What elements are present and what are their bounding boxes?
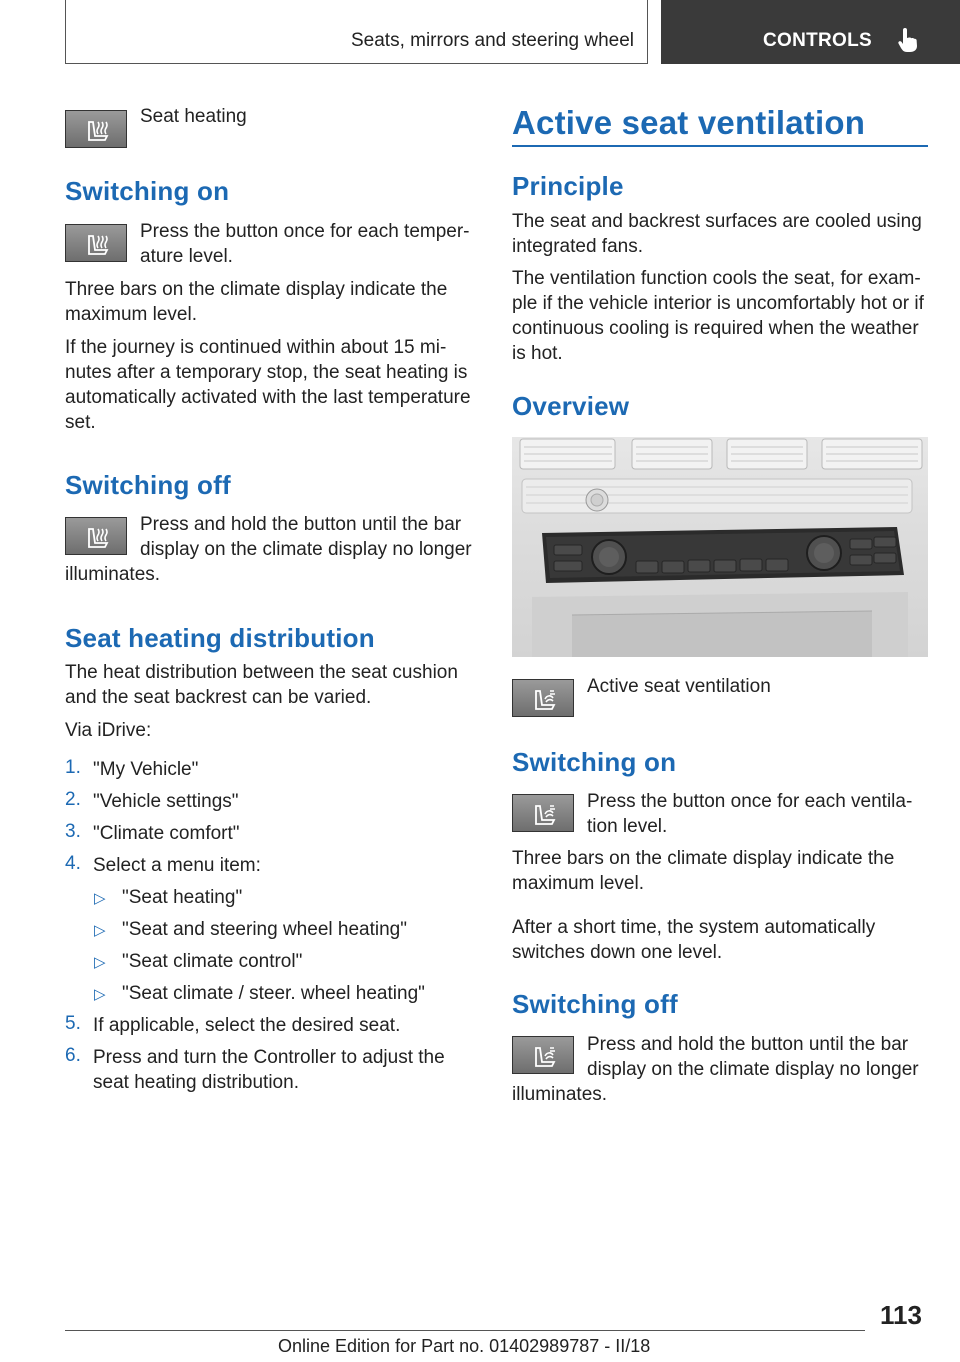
- seat-heating-caption: Seat heating: [140, 106, 247, 127]
- paragraph-line: ple if the vehicle interior is uncomfortably hot or if: [512, 293, 924, 314]
- paragraph-line: If the journey is continued within about 15 mi‐: [65, 337, 447, 358]
- page-number: 113: [880, 1300, 922, 1330]
- paragraph-line: Three bars on the climate display indicate the: [65, 279, 448, 300]
- switching-off-text-line: display on the climate display no longer: [140, 539, 472, 560]
- step-number: 6.: [65, 1045, 81, 1066]
- switching-on-heading: Switching on: [65, 176, 230, 206]
- switching-on-heading: Switching on: [512, 747, 677, 777]
- paragraph-line: continuous cooling is required when the weather: [512, 318, 919, 339]
- menu-subitem: "Seat heating": [122, 887, 243, 908]
- header-section-box: [65, 0, 648, 64]
- paragraph-line: maximum level.: [65, 304, 197, 325]
- step-number: 5.: [65, 1013, 81, 1034]
- paragraph-line: switches down one level.: [512, 942, 723, 963]
- switching-off-text-line: Press and hold the button until the bar: [587, 1034, 909, 1055]
- step-text: seat heating distribution.: [93, 1072, 299, 1093]
- paragraph-line: After a short time, the system automatically: [512, 917, 876, 938]
- paragraph-line: The heat distribution between the seat cushion: [65, 662, 458, 683]
- paragraph-line: maximum level.: [512, 873, 644, 894]
- switching-off-text-line: illuminates.: [512, 1084, 608, 1105]
- ventilation-caption: Active seat ventilation: [587, 676, 771, 697]
- paragraph-line: The ventilation function cools the seat, for exam‐: [512, 268, 921, 289]
- principle-heading: Principle: [512, 171, 624, 201]
- paragraph-line: is hot.: [512, 343, 563, 364]
- switching-off-text-line: display on the climate display no longer: [587, 1059, 919, 1080]
- seat-ventilation-icon: [512, 1036, 574, 1074]
- title-rule: [512, 145, 928, 147]
- step-number: 3.: [65, 821, 81, 842]
- bullet-triangle-icon: ▷: [94, 890, 106, 907]
- menu-subitem: "Seat climate / steer. wheel heating": [122, 983, 425, 1004]
- seat-heating-icon: [65, 110, 127, 148]
- header-chapter-tab: [661, 0, 960, 64]
- footer-edition: Online Edition for Part no. 01402989787 - II/18: [278, 1336, 651, 1356]
- via-idrive-label: Via iDrive:: [65, 720, 152, 741]
- switching-on-text-line: Press the button once for each ventila‐: [587, 791, 913, 812]
- switching-off-text-line: Press and hold the button until the bar: [140, 514, 462, 535]
- seat-ventilation-icon: [512, 794, 574, 832]
- step-number: 1.: [65, 757, 81, 778]
- header-chapter-label: CONTROLS: [763, 30, 873, 51]
- paragraph-line: The seat and backrest surfaces are cooled using: [512, 211, 922, 232]
- overview-heading: Overview: [512, 391, 630, 421]
- seat-heating-icon: [65, 517, 127, 555]
- footer-rule: [65, 1330, 865, 1331]
- switching-on-text-line: ature level.: [140, 246, 233, 267]
- menu-subitem: "Seat and steering wheel heating": [122, 919, 407, 940]
- paragraph-line: set.: [65, 412, 96, 433]
- step-text: "Climate comfort": [93, 823, 240, 844]
- paragraph-line: Three bars on the climate display indicate the: [512, 848, 895, 869]
- controls-hand-icon: [896, 26, 920, 59]
- paragraph-line: and the seat backrest can be varied.: [65, 687, 372, 708]
- step-text: Press and turn the Controller to adjust the: [93, 1047, 445, 1068]
- switching-off-heading: Switching off: [65, 470, 231, 500]
- page-title: Active seat ventilation: [512, 104, 866, 141]
- bullet-triangle-icon: ▷: [94, 954, 106, 971]
- climate-control-panel-photo: [512, 437, 928, 657]
- step-text: "My Vehicle": [93, 759, 199, 780]
- distribution-heading: Seat heating distribution: [65, 623, 375, 653]
- header-section-title: Seats, mirrors and steering wheel: [350, 30, 634, 51]
- bullet-triangle-icon: ▷: [94, 922, 106, 939]
- switching-off-text-line: illuminates.: [65, 564, 161, 585]
- switching-off-heading: Switching off: [512, 989, 678, 1019]
- paragraph-line: nutes after a temporary stop, the seat heating is: [65, 362, 468, 383]
- step-number: 4.: [65, 853, 81, 874]
- step-text: "Vehicle settings": [93, 791, 239, 812]
- switching-on-text-line: tion level.: [587, 816, 668, 837]
- paragraph-line: integrated fans.: [512, 236, 643, 257]
- switching-on-text-line: Press the button once for each temper‐: [140, 221, 470, 242]
- step-number: 2.: [65, 789, 81, 810]
- menu-subitem: "Seat climate control": [122, 951, 303, 972]
- paragraph-line: automatically activated with the last temperature: [65, 387, 471, 408]
- step-text: Select a menu item:: [93, 855, 261, 876]
- seat-heating-icon: [65, 224, 127, 262]
- step-text: If applicable, select the desired seat.: [93, 1015, 401, 1036]
- bullet-triangle-icon: ▷: [94, 986, 106, 1003]
- seat-ventilation-icon: [512, 679, 574, 717]
